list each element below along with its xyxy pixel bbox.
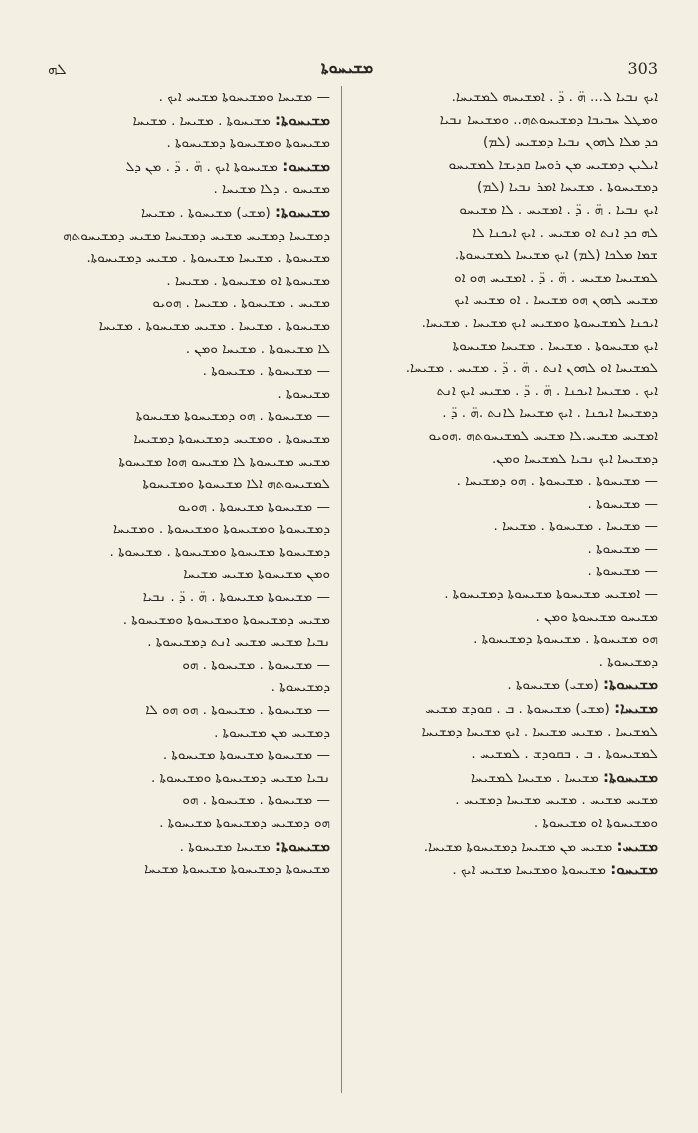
entry-line bbox=[48, 518, 330, 541]
entry-line bbox=[48, 428, 330, 451]
headword: ܡܫܝܚܘ: bbox=[610, 860, 658, 879]
entry-text: — ܡܫܝܚܘܬܐ . bbox=[587, 563, 658, 580]
entry-text: ܠܐ ܡܫܝܚܘܬܐ . ܡܫܝܚܐ ܘܡܢ . bbox=[185, 340, 330, 357]
entry-line bbox=[48, 496, 330, 519]
entry-text: — ܡܫܝܚܘܬܐ . ܡܫܝܚܘܬܐ . ܗܘ bbox=[182, 792, 330, 809]
entry-line bbox=[352, 267, 658, 290]
entry-line bbox=[48, 155, 330, 179]
entry-text: ܘܡܛܠ ܚܒܝܒܐ ܕܡܫܝܚܘܬܗ.. ܘܡܫܝܚܐ ܢܒܝܐ bbox=[439, 111, 658, 128]
entry-text: ܕܡܫܝܚܐ ܕܡܫܝܚ ܡܫܝܚ ܕܡܫܝܚܐ ܡܫܝܚ ܕܡܫܝܚܘܬܗ bbox=[63, 227, 330, 244]
entry-text: — ܡܫܝܚܘܬܐ ܡܫܝܚܘܬܐ . ܗ̈ . ܕ̈ . ܢܒܝܐ bbox=[142, 589, 330, 606]
entry-text: ܗܘ ܕܡܫܝܚ ܕܡܫܝܚܘܬܐ ܡܫܝܚܘܬܐ . bbox=[159, 815, 330, 831]
entry-line bbox=[352, 402, 658, 425]
entry-text: ܡܫܝܚܘܬܐ ܕܡܫܝܚܘܬܐ ܡܫܝܚܘܬܐ ܡܫܝܚܐ bbox=[144, 861, 330, 878]
entry-text: ܡܫܝܚ ܡܢ ܡܫܝܚܐ ܕܡܫܝܚܘܬܐ ܡܫܝܚܐ. bbox=[423, 838, 617, 855]
entry-line bbox=[352, 697, 658, 721]
entry-line bbox=[352, 766, 658, 790]
entry-text: ܠܡܫܝܚܐ . ܡܫܝܚ ܡܫܝܚܐ . ܐܝܟ ܡܫܝܚܐ ܕܡܫܝܚܐ bbox=[421, 723, 658, 740]
entry-line bbox=[48, 812, 330, 835]
entry-text: — ܡܫܝܚܘܬܐ ܡܫܝܚܘܬܐ . ܗܘܝܘ bbox=[178, 498, 330, 515]
entry-text: ܫܡܐ ܡܠܟܐ (ܠܡ) ܐܝܟ ܡܫܝܚܐ ܠܡܫܝܚܘܬܐ. bbox=[454, 247, 658, 264]
entry-text: ܕܡܫܝܚ ܡܢ ܡܫܝܚܘܬܐ . bbox=[214, 724, 330, 741]
entry-line bbox=[48, 541, 330, 564]
entry-text: ܟܕ ܡܠܐ ܠܗܘܢ ܢܒܝܐ ܕܡܫܝܚ (ܠܡ) bbox=[483, 134, 658, 151]
entry-line bbox=[352, 606, 658, 629]
entry-text: ܕܡܫܝܚܐ ܐܝܟ ܢܒܝܐ ܠܡܫܝܚܐ ܘܡܢ. bbox=[491, 450, 658, 467]
entry-line bbox=[48, 315, 330, 338]
entry-text: ܢܒܝܐ ܡܫܝܚ ܡܫܝܚ ܐܢܬ ܕܡܫܝܚܘܬܐ . bbox=[147, 634, 330, 651]
headword: ܡܫܝܚܘܬܐ: bbox=[603, 767, 658, 786]
entry-text: ܐܡܫܝܚ ܡܫܝܚ.ܠܐ ܡܫܝܚ ܠܡܫܝܚܘܬܗ .ܗܘܝܘ bbox=[428, 427, 658, 444]
entry-text: ܠܡܫܝܚܘܬܐ . ܒ . ܒܩܘܕܫ . ܠܡܫܝܚ . bbox=[471, 746, 658, 763]
entry-line bbox=[48, 744, 330, 767]
entry-text: ܡܫܝܚܘܬܐ . bbox=[277, 385, 330, 402]
entry-line bbox=[48, 225, 330, 248]
entry-text: ܡܫܝܚܘ . ܕܠܐ ܡܫܝܚܐ . bbox=[213, 181, 330, 198]
entry-text: ܡܫܝܚܐ . ܡܫܝܚܐ ܠܡܫܝܚܐ bbox=[470, 769, 604, 786]
entry-text: — ܡܫܝܚܐ ܘܡܫܝܚܘܬܐ ܡܫܝܚ ܐܝܟ . bbox=[158, 89, 330, 105]
entry-text: — ܡܫܝܚܘܬܐ . ܗܘ ܕܡܫܝܚܘܬܐ ܡܫܝܚܘܬܐ bbox=[135, 408, 330, 425]
entry-text: ܡܫܝܚ ܕܡܫܝܚܘܬܐ ܘܡܫܝܚܘܬܐ ܘܡܫܝܚܘܬܐ . bbox=[122, 611, 330, 628]
entry-line bbox=[352, 560, 658, 583]
entry-line bbox=[352, 538, 658, 561]
entry-line bbox=[48, 247, 330, 270]
entry-text: (ܡܫܝ) ܡܫܝܚܘܬܐ . ܒ . ܩܘܕܫ ܡܫܝܚ bbox=[425, 701, 615, 718]
entry-line bbox=[48, 109, 330, 133]
entry-line bbox=[352, 583, 658, 606]
entry-text: ܐܝܟ ܡܫܝܚܘܬܐ . ܡܫܝܚܐ . ܡܫܝܚܐ ܡܫܝܚܘܬܐ bbox=[452, 337, 658, 354]
entry-line bbox=[352, 425, 658, 448]
entry-line bbox=[352, 357, 658, 380]
entry-text: — ܡܫܝܚܘܬܐ . bbox=[587, 540, 658, 557]
entry-line bbox=[352, 515, 658, 538]
entry-line bbox=[48, 201, 330, 225]
entry-line bbox=[352, 154, 658, 177]
entry-text: ܡܫܝܚ ܡܫܝܚܘܬܐ ܠܐ ܡܫܝܚܘ ܗܘܐ ܡܫܝܚܘܬܐ bbox=[118, 453, 330, 470]
entry-line bbox=[48, 451, 330, 474]
entry-line bbox=[48, 631, 330, 654]
headword: ܡܫܝܚܘܬܐ: bbox=[603, 675, 658, 694]
entry-line bbox=[48, 767, 330, 790]
entry-text: ܢܒܝܐ ܡܫܝܚ ܕܡܫܝܚܘܬܐ ܘܡܫܝܚܘܬܐ . bbox=[151, 769, 330, 786]
entry-line bbox=[352, 651, 658, 674]
entry-line bbox=[48, 586, 330, 609]
entry-line bbox=[48, 654, 330, 677]
entry-text: — ܡܫܝܚܘܬܐ . ܡܫܝܚܘܬܐ . bbox=[202, 363, 330, 380]
entry-text: ܕܡܫܝܚܘܬܐ . ܡܫܝܚܐ ܐܡܪ ܢܒܝܐ (ܠܡ) bbox=[477, 179, 658, 196]
entry-line bbox=[48, 699, 330, 722]
entry-line bbox=[48, 563, 330, 586]
entry-text: ܕܡܫܝܚܘܬܐ . bbox=[270, 679, 330, 696]
entry-text: ܐܝܟܢܐ ܠܡܫܝܚܘܬܐ ܘܡܫܝܚ ܐܝܟ ܡܫܝܚܐ . ܡܫܝܚܐ. bbox=[421, 314, 658, 331]
entry-text: ܡܫܝܚܘܬܐ ܐܘ ܡܫܝܚܘܬܐ . ܡܫܝܚܐ . bbox=[166, 272, 330, 289]
entry-line bbox=[48, 383, 330, 406]
entry-line bbox=[352, 470, 658, 493]
entry-text: ܡܫܝܚܘܬܐ . ܡܫܝܚܐ . ܡܫܝܚܐ bbox=[132, 112, 276, 129]
entry-text: ܐܝܟ ܢܒܝܐ . ܗ̈ . ܕ̈ . ܐܡܫܝܚ . ܠܐ ܡܫܝܚܘ bbox=[459, 201, 658, 218]
entry-text: — ܡܫܝܚܘܬܐ ܡܫܝܚܘܬܐ ܡܫܝܚܘܬܐ . bbox=[162, 747, 330, 764]
entry-line bbox=[352, 493, 658, 516]
entry-line bbox=[48, 360, 330, 383]
entry-line bbox=[352, 812, 658, 835]
entry-line bbox=[352, 789, 658, 812]
entry-line bbox=[352, 721, 658, 744]
entry-line bbox=[48, 270, 330, 293]
entry-text: ܡܫܝܚ ܡܫܝܚ . ܡܫܝܚ ܡܫܝܚܐ ܕܡܫܝܚ . bbox=[455, 792, 658, 809]
entry-text: ܡܫܝܚܘܬܐ . ܡܫܝܚܐ . ܡܫܝܚ ܡܫܝܚܘܬܐ . ܡܫܝܚܐ bbox=[98, 317, 330, 334]
entry-text: ܘܡܫܝܚܘܬܐ ܐܘ ܡܫܝܚܘܬܐ . bbox=[533, 815, 658, 831]
entry-line bbox=[352, 448, 658, 471]
entry-line bbox=[48, 609, 330, 632]
entry-text: ܡܫܝܚܘܬܐ ܘܡܫܝܚܐ ܡܫܝܚ ܐܝܟ . bbox=[452, 862, 611, 879]
column-divider bbox=[341, 86, 342, 1093]
entry-text: ܠܡܫܝܚܘܬܗ ܐܠܐ ܡܫܝܚܘܬܐ ܘܡܫܝܚܘܬܐ bbox=[142, 476, 330, 493]
entry-text: ܡܫܝܚܘܬܐ . ܘܡܫܝܚ ܕܡܫܝܚܘܬܐ ܕܡܫܝܚܐ bbox=[133, 430, 330, 447]
entry-line bbox=[48, 789, 330, 812]
entry-text: ܡܫܝܚܘ ܡܫܝܚܘܬܐ ܘܡܢ . bbox=[535, 608, 658, 625]
right-column bbox=[352, 86, 658, 1093]
entry-text: ܡܫܝܚܘܬܐ ܐܝܟ . ܗ̈ . ܕ̈ . ܡܢ ܕܠ bbox=[125, 158, 283, 175]
entry-text: — ܡܫܝܚܘܬܐ . ܡܫܝܚܘܬܐ . ܗܘ ܕܡܫܝܚܐ . bbox=[456, 473, 658, 490]
entry-line bbox=[352, 289, 658, 312]
entry-text: — ܡܫܝܚܘܬܐ . ܡܫܝܚܘܬܐ . ܗܘ ܗܘ ܠܐ bbox=[145, 702, 330, 719]
entry-line bbox=[352, 244, 658, 267]
entry-line bbox=[48, 86, 330, 109]
entry-line bbox=[352, 176, 658, 199]
entry-text: — ܡܫܝܚܘܬܐ . bbox=[587, 495, 658, 512]
entry-text: ܡܫܝܚܘܬܐ ܘܡܫܝܚܘܬܐ ܕܡܫܝܚܘܬܐ . bbox=[166, 135, 330, 152]
entry-line bbox=[352, 743, 658, 766]
entry-text: ܡܫܝܚܐ ܡܫܝܚܘܬܐ . bbox=[179, 838, 276, 855]
headword: ܡܫܝܚܘܬܐ: bbox=[275, 110, 330, 129]
entry-line bbox=[352, 335, 658, 358]
entry-text: ܘܡܢ ܡܫܝܚܘܬܐ ܡܫܝܚ ܡܫܝܚܐ bbox=[183, 566, 330, 583]
entry-line bbox=[352, 312, 658, 335]
entry-line bbox=[352, 858, 658, 882]
entry-line bbox=[48, 858, 330, 881]
entry-text: — ܡܫܝܚܘܬܐ . ܡܫܝܚܘܬܐ . ܗܘ bbox=[182, 656, 330, 673]
entry-text: ܡܫܝܚܘܬܐ . ܡܫܝܚܐ ܡܫܝܚܘܬܐ . ܡܫܝܚ ܕܡܫܝܚܘܬܐ. bbox=[86, 250, 330, 267]
headword: ܡܫܝܚܘܬܐ: bbox=[275, 202, 330, 221]
entry-line bbox=[48, 722, 330, 745]
entry-line bbox=[48, 835, 330, 859]
entry-text: ܐܝܟ ܢܒܝܐ ܠ... ܗ̈ . ܕ̈ . ܐܡܫܝܚܗ ܠܡܫܝܚܐ. bbox=[451, 89, 658, 105]
header-left-mark: ܠܗ bbox=[48, 60, 67, 78]
page-number: 303 bbox=[627, 59, 658, 78]
entry-line bbox=[48, 292, 330, 315]
entry-line bbox=[48, 473, 330, 496]
entry-line bbox=[48, 132, 330, 155]
entry-text: (ܡܫܝ) ܡܫܝܚܘܬܐ . ܡܫܝܚܐ bbox=[140, 204, 276, 221]
entry-text: ܗܘ ܡܫܝܚܘܬܐ . ܡܫܝܚܘܬܐ ܕܡܫܝܚܘܬܐ . bbox=[473, 631, 658, 648]
entry-line bbox=[352, 131, 658, 154]
entry-text: ܕܡܫܝܚܘܬܐ ܡܫܝܚܘܬܐ ܘܡܫܝܚܘܬܐ . ܡܫܝܚܘܬܐ . bbox=[109, 543, 330, 560]
left-column bbox=[48, 86, 330, 1093]
entry-text: ܠܡܫܝܚܐ ܐܘ ܠܗܘܢ ܐܢܬ . ܗ̈ . ܕ̈ . ܡܫܝܚ . ܡܫܝܚܐ. bbox=[405, 360, 658, 377]
headword: ܡܫܝܚܘܬܐ: bbox=[275, 836, 330, 855]
entry-text: ܠܗ ܟܕ ܐܢܬ ܐܘ ܡܫܝܚ . ܐܝܟ ܐܝܟܢܐ ܠܐ bbox=[472, 224, 658, 241]
entry-text: ܐܝܟ . ܡܫܝܚܐ ܐܝܟܢܐ . ܗ̈ . ܕ̈ . ܡܫܝܚ ܐܝܟ ܐܢܬ bbox=[436, 382, 658, 399]
entry-line bbox=[352, 222, 658, 245]
entry-line bbox=[352, 199, 658, 222]
entry-text: — ܡܫܝܚܐ . ܡܫܝܚܘܬܐ . ܡܫܝܚܐ . bbox=[493, 518, 658, 535]
entry-text: (ܡܫܝ) ܡܫܝܚܘܬܐ . bbox=[507, 677, 604, 694]
entry-text: — ܐܡܫܝܚ ܡܫܝܚܘܬܐ ܡܫܝܚܘܬܐ ܕܡܫܝܚܘܬܐ . bbox=[444, 586, 658, 603]
headword: ܡܫܝܚܐ: bbox=[614, 699, 658, 718]
headword: ܡܫܝܚ: bbox=[616, 836, 658, 855]
entry-text: ܡܫܝܚ . ܡܫܝܚܘܬܐ . ܡܫܝܚܐ . ܗܘܝܘ bbox=[152, 295, 330, 312]
entry-text: ܕܡܫܝܚܘܬܐ ܘܡܫܝܚܘܬܐ ܘܡܫܝܚܘܬܐ . ܘܡܫܝܚܐ bbox=[112, 521, 330, 538]
running-header bbox=[48, 50, 658, 78]
entry-text: ܡܫܝܚ ܠܗܘܢ ܗܘ ܡܫܝܚܐ . ܐܘ ܡܫܝܚ ܐܝܟ bbox=[454, 292, 658, 309]
entry-text: ܠܡܫܝܚܐ ܡܫܝܚ . ܗ̈ . ܕ̈ . ܐܡܫܝܚ ܗܘ ܐܘ bbox=[454, 269, 658, 286]
entry-line bbox=[352, 673, 658, 697]
entry-line bbox=[352, 628, 658, 651]
entry-line bbox=[48, 405, 330, 428]
entry-text: ܕܡܫܝܚܐ ܐܝܟܢܐ . ܐܝܟ ܡܫܝܚܐ ܠܐܢܬ .ܗ̈ . ܕ̈ . bbox=[442, 405, 658, 422]
headword: ܡܫܝܚܘ: bbox=[282, 156, 330, 175]
running-title: ܡܫܝܚܘܬܐ bbox=[320, 58, 374, 77]
entry-line bbox=[352, 86, 658, 109]
entry-line bbox=[48, 178, 330, 201]
entry-line bbox=[352, 835, 658, 859]
entry-line bbox=[352, 380, 658, 403]
entry-line bbox=[48, 676, 330, 699]
entry-line bbox=[48, 338, 330, 361]
entry-text: ܕܡܫܝܚܘܬܐ . bbox=[598, 653, 658, 670]
entry-line bbox=[352, 109, 658, 132]
entry-text: ܐܝܠܝܢ ܕܡܫܝܚ ܡܢ ܪܘܚܐ ܩܕܝܫܐ ܠܡܫܝܚܘ bbox=[448, 156, 658, 173]
